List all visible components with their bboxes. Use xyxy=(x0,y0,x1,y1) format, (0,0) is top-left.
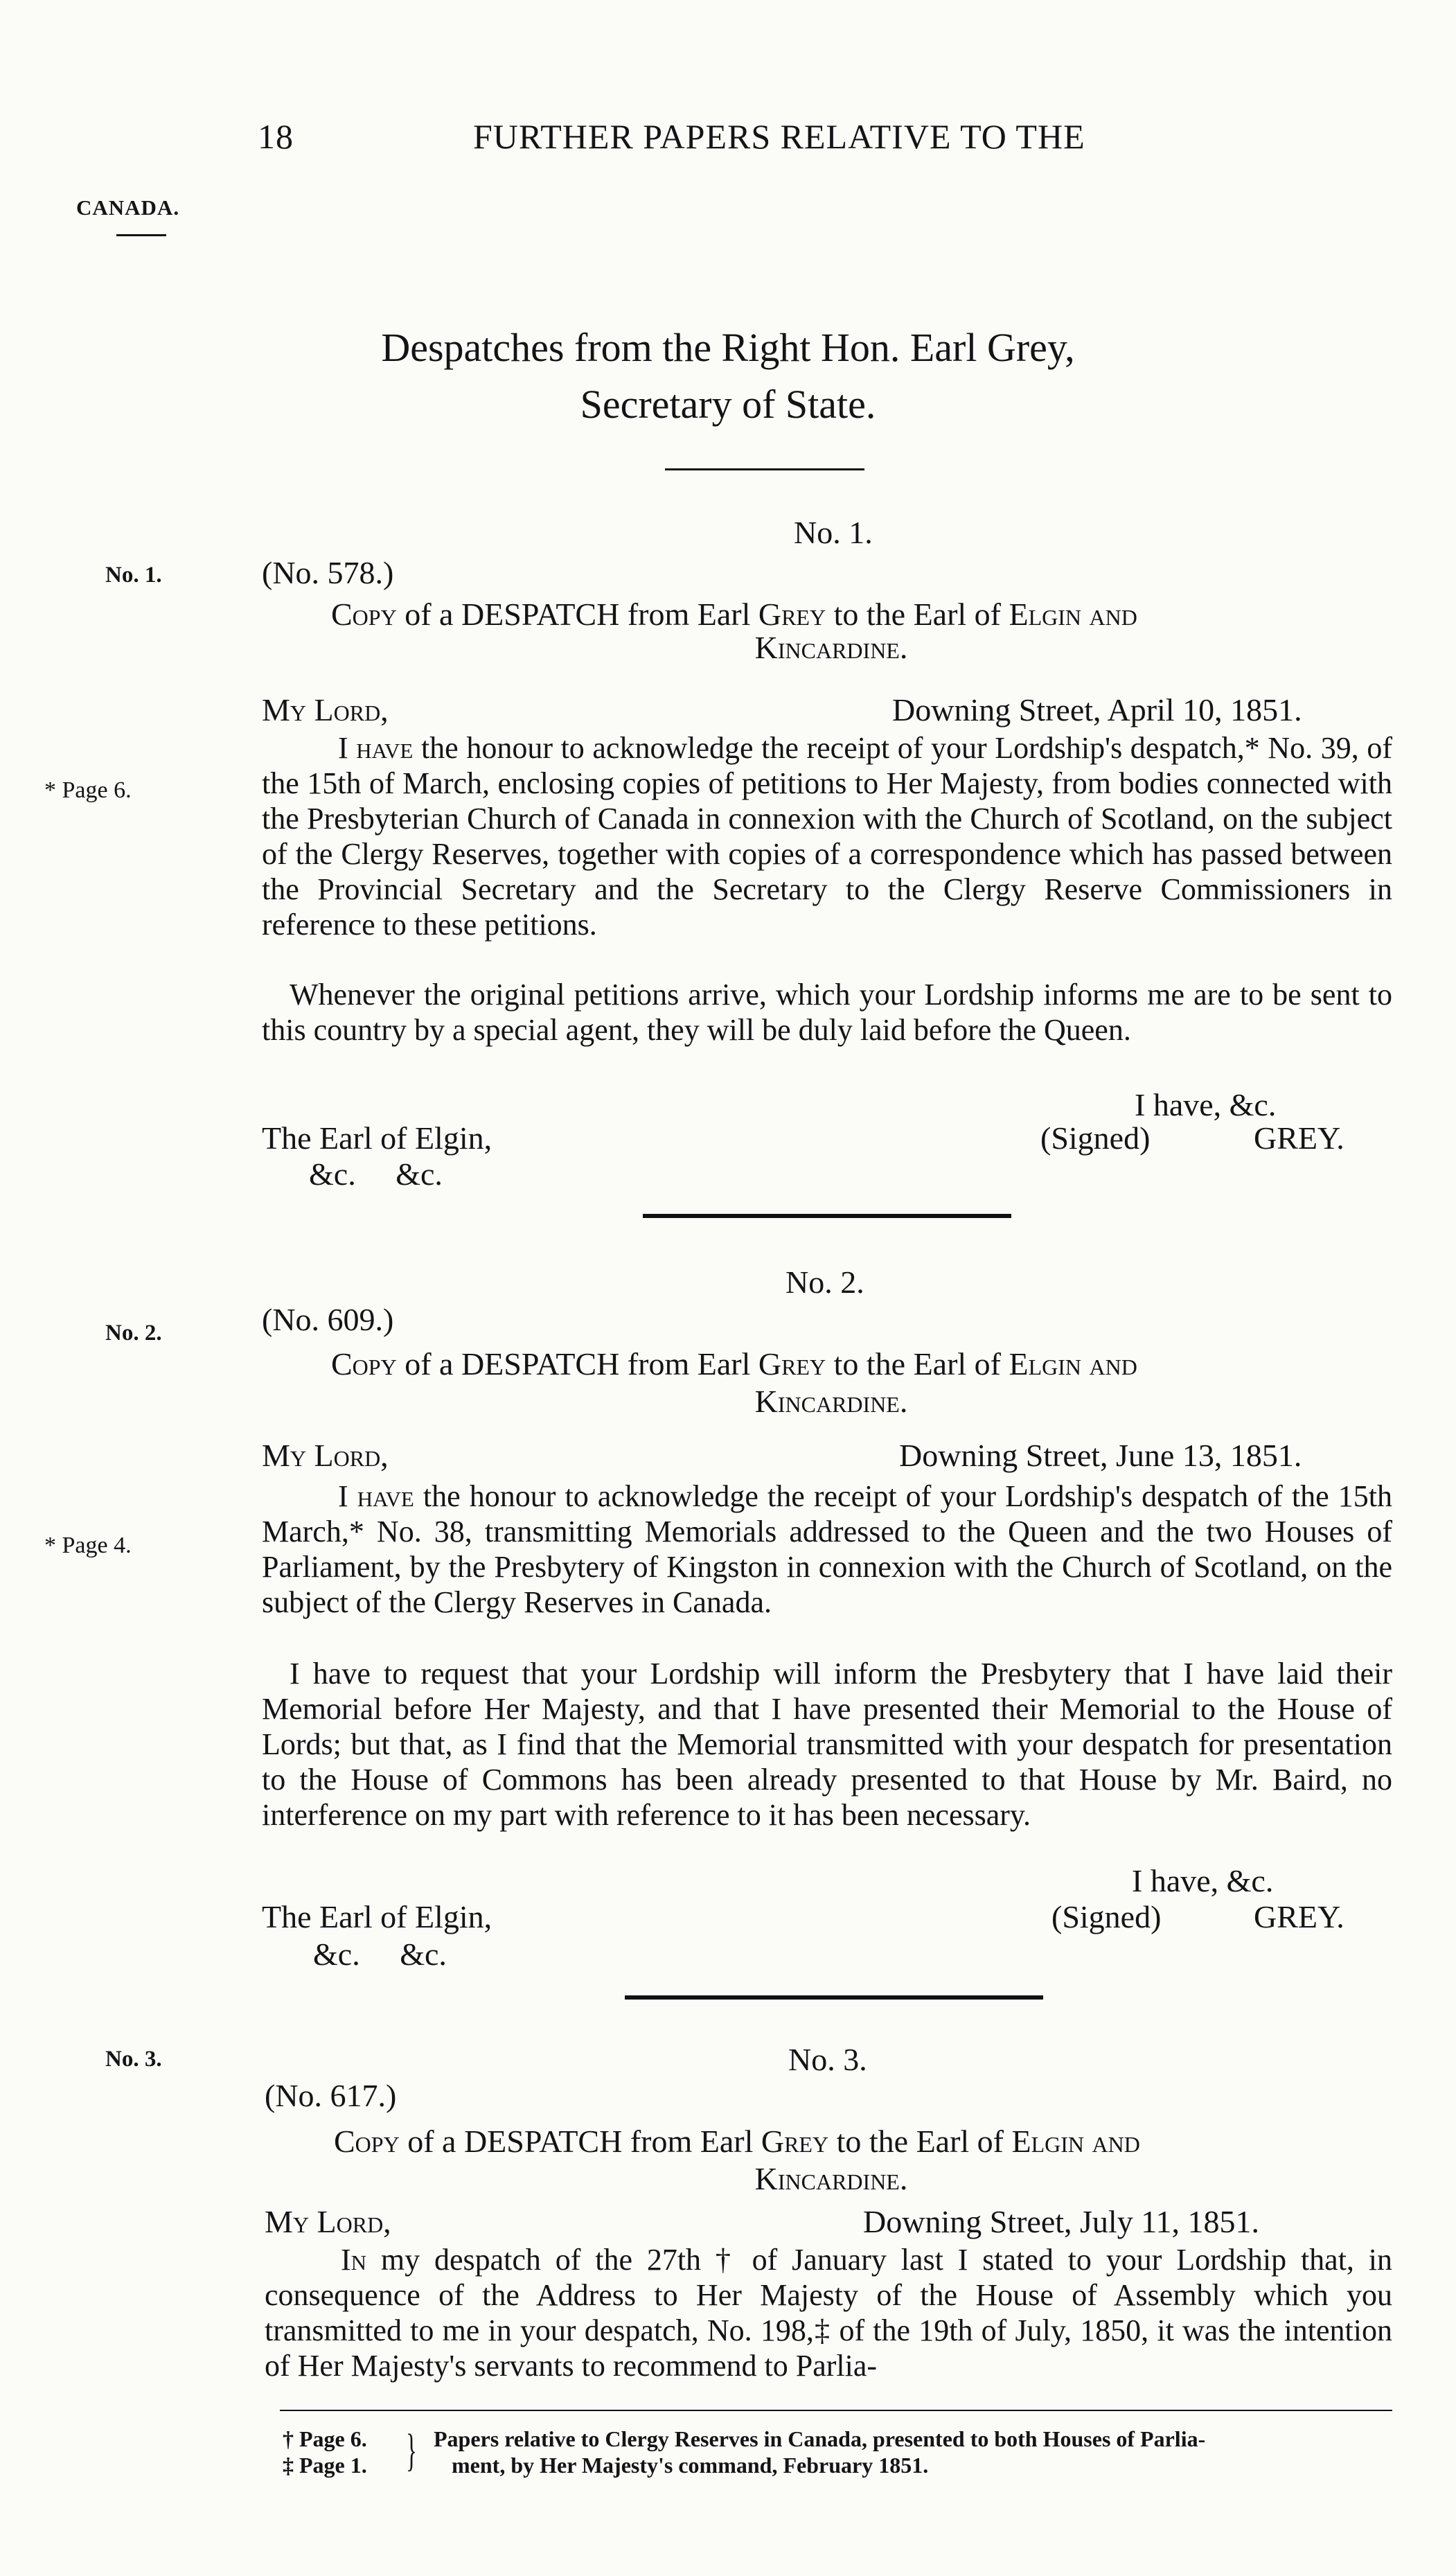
despatch-2-paragraph-1: I have the honour to acknowledge the receipt of your Lordship's despatch of the 15th March,* No. 38, transmitting Memorials addressed to the Queen and the two Houses of Parliament, by the Presbytery of Kingston in connexion with the Church of Scotland, on the subject of the Clergy Reserves in Canada. xyxy=(262,1479,1392,1619)
margin-label-canada: CANADA. xyxy=(76,195,180,220)
despatch-1-salutation: My Lord, xyxy=(262,692,389,727)
despatch-2-margin-no: No. 2. xyxy=(105,1321,162,1346)
despatch-3-ref: (No. 617.) xyxy=(265,2078,397,2113)
despatch-1-margin-ref: * Page 6. xyxy=(44,777,132,803)
section-title-line1: Despatches from the Right Hon. Earl Grey, xyxy=(381,325,1075,370)
footnote-ref-2: ‡ Page 1. xyxy=(283,2453,367,2478)
despatch-2-margin-ref: * Page 4. xyxy=(44,1533,132,1558)
despatch-2-salutation: My Lord, xyxy=(262,1438,389,1473)
despatch-2-ref: (No. 609.) xyxy=(262,1302,394,1337)
despatch-1-ref: (No. 578.) xyxy=(262,555,394,590)
despatch-1-addressee: The Earl of Elgin, xyxy=(262,1120,492,1156)
footnote-text-1: Papers relative to Clergy Reserves in Canada, presented to both Houses of Parlia- xyxy=(434,2426,1206,2451)
despatch-2-signature: GREY. xyxy=(1254,1899,1344,1934)
despatch-1-etc: &c. &c. xyxy=(309,1156,443,1192)
despatch-3-heading: No. 3. xyxy=(788,2042,867,2077)
despatch-1-margin-no: No. 1. xyxy=(105,563,162,588)
despatch-2-rule xyxy=(625,1995,1043,2000)
despatch-3-salutation: My Lord, xyxy=(265,2204,391,2239)
despatch-1-copy-line: Copy of a DESPATCH from Earl Grey to the Earl of Elgin and xyxy=(331,597,1137,632)
despatch-2-paragraph-2: I have to request that your Lordship will inform the Presbytery that I have laid their Memorial before Her Majesty, and that I have presented their Memorial to the House of Lords; but that, as I find that the Memorial transmitted with your despatch for presentation to the House of Commons has been already presented to that House by Mr. Baird, no interference on my part with reference to it has been necessary. xyxy=(262,1657,1392,1832)
running-title: FURTHER PAPERS RELATIVE TO THE xyxy=(473,117,1085,156)
despatch-3-date: Downing Street, July 11, 1851. xyxy=(863,2204,1259,2239)
despatch-2-copy-line: Copy of a DESPATCH from Earl Grey to the Earl of Elgin and xyxy=(331,1346,1137,1382)
despatch-2-kincardine: Kincardine. xyxy=(754,1384,908,1419)
despatch-2-etc: &c. &c. xyxy=(313,1937,447,1972)
despatch-2-close: I have, &c. xyxy=(1132,1863,1274,1898)
footnote-text-2: ment, by Her Majesty's command, February 1851. xyxy=(452,2453,929,2478)
footnote-rule xyxy=(280,2410,1392,2411)
despatch-1-signed: (Signed) xyxy=(1040,1120,1151,1156)
footnote-brace: } xyxy=(406,2425,417,2476)
despatch-1-rule xyxy=(643,1214,1011,1218)
despatch-1-close: I have, &c. xyxy=(1135,1087,1277,1122)
despatch-3-margin-no: No. 3. xyxy=(105,2047,162,2072)
despatch-1-signature: GREY. xyxy=(1254,1120,1344,1156)
section-title-line2: Secretary of State. xyxy=(580,382,876,427)
despatch-1-paragraph-2: Whenever the original petitions arrive, which your Lordship informs me are to be sent to this country by a special agent, they will be duly laid before the Queen. xyxy=(262,978,1392,1047)
despatch-1-paragraph-1: I have the honour to acknowledge the receipt of your Lordship's despatch,* No. 39, of the 15th of March, enclosing copies of petitions to Her Majesty, from bodies connected with the Presbyterian Church of Canada in connexion with the Church of Scotland, on the subject of the Clergy Reserves, together with copies of a correspondence which has passed between the Provincial Secretary and the Secretary to the Clergy Reserve Commissioners in reference to these petitions. xyxy=(262,731,1392,942)
margin-rule xyxy=(116,234,166,236)
despatch-2-addressee: The Earl of Elgin, xyxy=(262,1899,492,1934)
despatch-1-date: Downing Street, April 10, 1851. xyxy=(892,692,1302,727)
despatch-3-copy-line: Copy of a DESPATCH from Earl Grey to the Earl of Elgin and xyxy=(334,2124,1140,2159)
despatch-2-signed: (Signed) xyxy=(1051,1899,1162,1934)
despatch-2-date: Downing Street, June 13, 1851. xyxy=(899,1438,1302,1473)
footnote-ref-1: † Page 6. xyxy=(283,2426,367,2451)
title-rule xyxy=(665,468,864,470)
page-number: 18 xyxy=(258,117,294,156)
despatch-2-heading: No. 2. xyxy=(785,1264,864,1300)
despatch-1-heading: No. 1. xyxy=(794,515,873,550)
despatch-1-kincardine: Kincardine. xyxy=(754,630,908,665)
despatch-3-paragraph-1: In my despatch of the 27th † of January last I stated to your Lordship that, in consequence of the Address to Her Majesty of the House of Assembly which you transmitted to me in your despatch, No. 198,‡ of the 19th of July, 1850, it was the intention of Her Majesty's servants to recommend to Parlia- xyxy=(265,2243,1392,2383)
despatch-3-kincardine: Kincardine. xyxy=(754,2161,908,2196)
